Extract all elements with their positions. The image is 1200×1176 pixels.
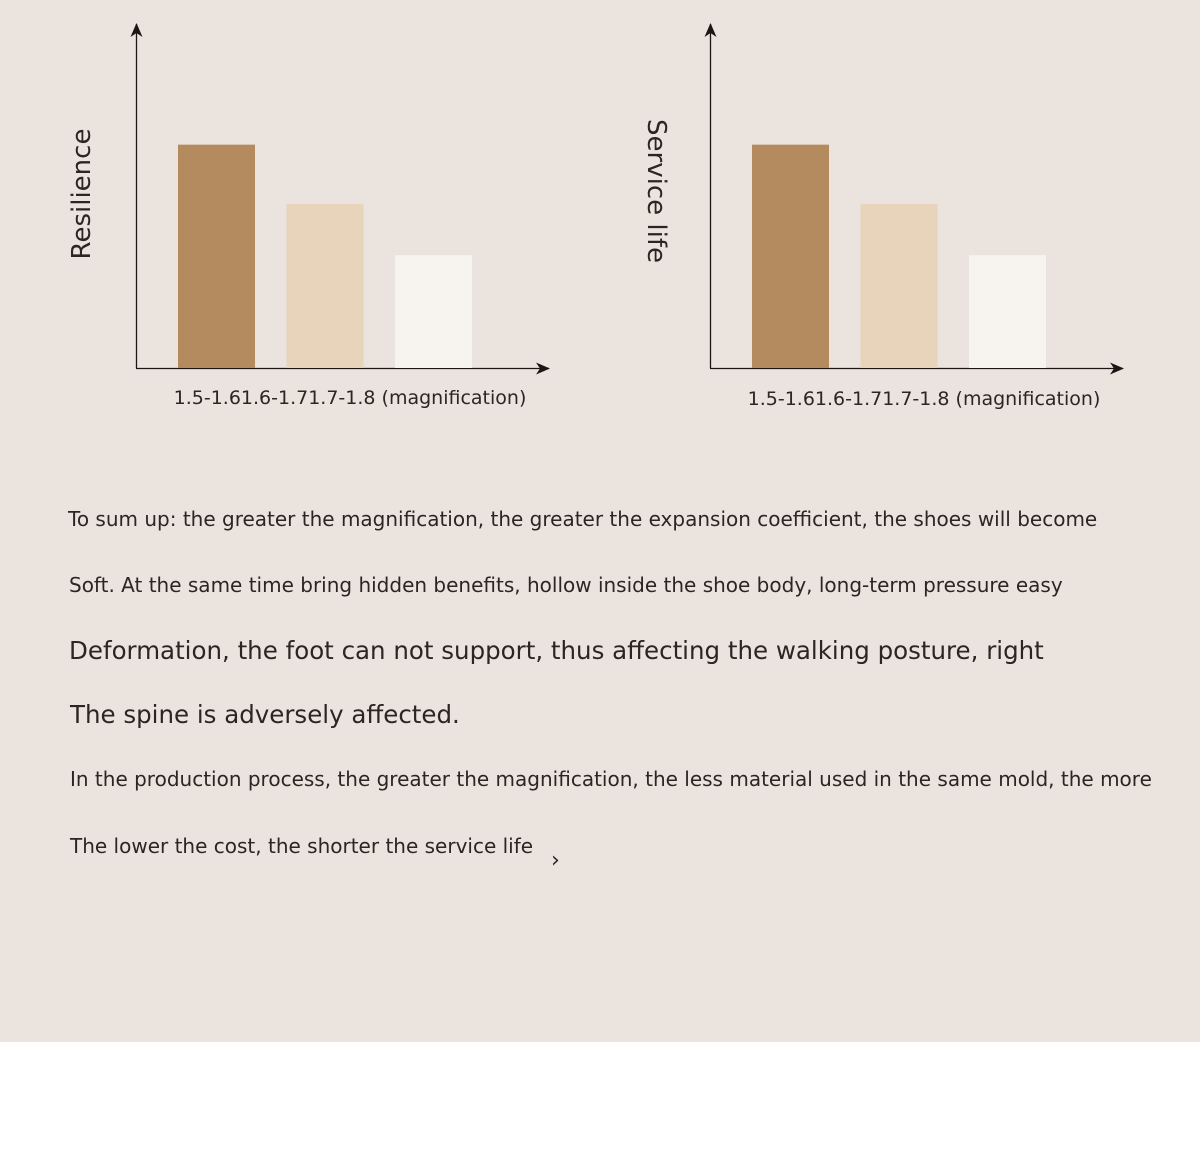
bar-1 [178,145,255,368]
bar-2 [861,204,938,368]
summary-line-2: Soft. At the same time bring hidden benefits, hollow inside the shoe body, long-term pressure easy [69,573,1063,597]
chart-service-life [641,24,1123,410]
bars-group [752,145,1046,368]
bar-3 [969,255,1046,368]
bar-2 [287,204,364,368]
summary-line-4: The spine is adversely affected. [70,700,460,729]
summary-line-6: The lower the cost, the shorter the service life [70,834,534,858]
bottom-blank-area [0,1042,1200,1176]
summary-line-3: Deformation, the foot can not support, thus affecting the walking posture, right [69,636,1044,665]
x-axis-label: 1.5-1.61.6-1.71.7-1.8 (magnification) [747,388,1101,410]
bars-group [178,145,472,368]
charts-area [0,0,1200,460]
y-axis-label: Service life [641,119,671,263]
summary-line-1: To sum up: the greater the magnification, the greater the expansion coefficient, the shoes will become [68,507,1098,531]
bar-1 [752,145,829,368]
summary-line-5: In the production process, the greater the magnification, the less material used in the same mold, the more [70,767,1152,791]
trailing-mark: › [551,848,560,873]
chart-resilience [67,24,549,409]
bar-3 [395,255,472,368]
x-axis-label: 1.5-1.61.6-1.71.7-1.8 (magnification) [173,387,527,409]
y-axis-label: Resilience [67,128,97,260]
